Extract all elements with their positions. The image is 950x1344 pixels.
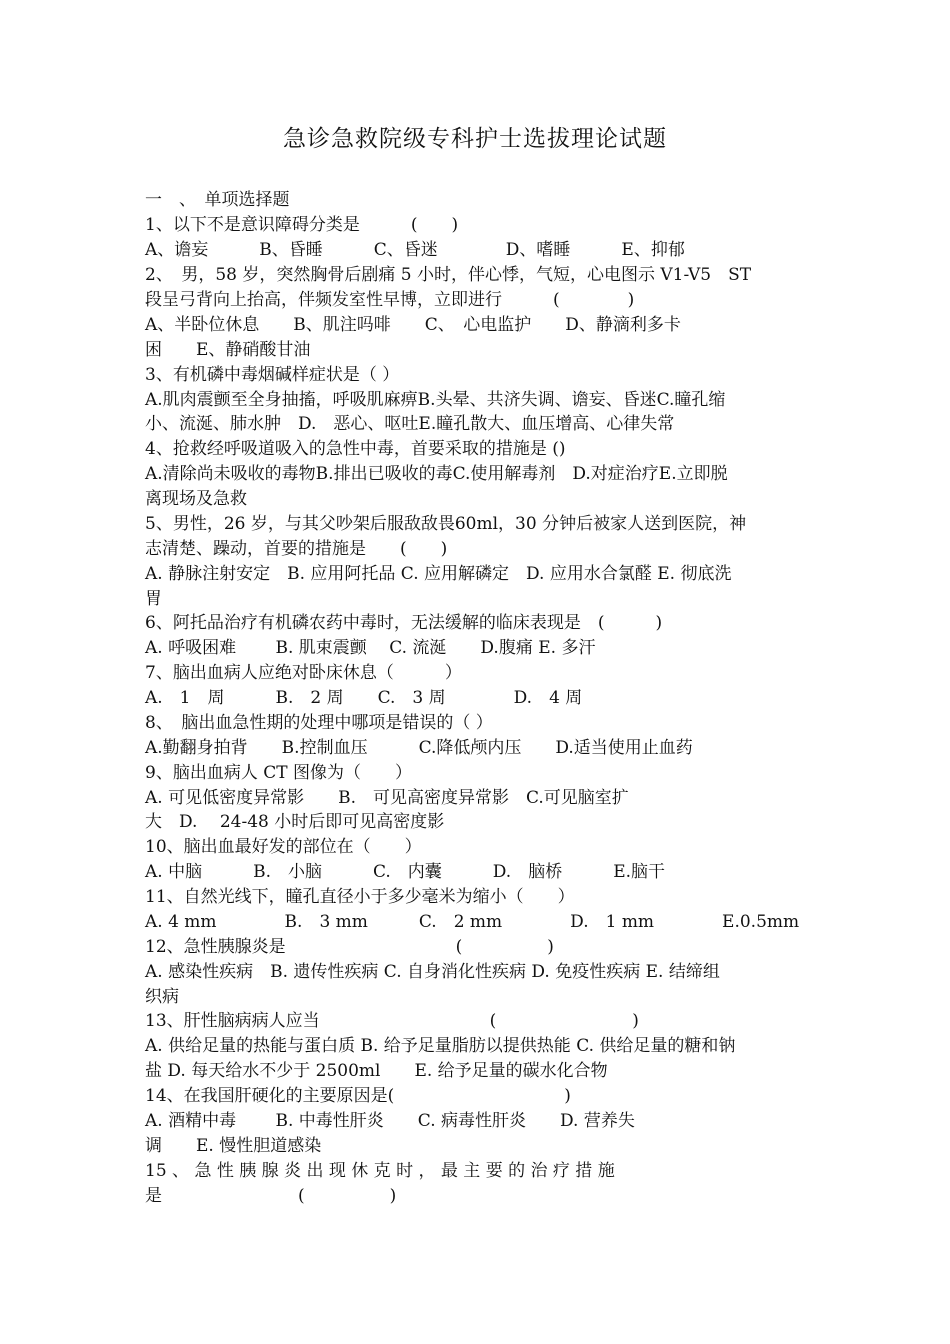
question-line: 15 、 急 性 胰 腺 炎 出 现 休 克 时 ， 最 主 要 的 治 疗 措 施 <box>145 1161 615 1181</box>
question-line: 13、肝性脑病病人应当 ( ) <box>145 1011 639 1031</box>
options-line: A. 酒精中毒 B. 中毒性肝炎 C. 病毒性肝炎 D. 营养失 <box>145 1111 635 1131</box>
options-line: A. 呼吸困难 B. 肌束震颤 C. 流涎 D.腹痛 E. 多汗 <box>145 638 596 658</box>
options-line: A. 感染性疾病 B. 遗传性疾病 C. 自身消化性疾病 D. 免疫性疾病 E. 结缔组 <box>145 962 720 982</box>
options-line: A. 静脉注射安定 B. 应用阿托品 C. 应用解磷定 D. 应用水合氯醛 E. 彻底洗 <box>145 564 732 584</box>
question-line: 5、男性，26 岁，与其父吵架后服敌敌畏60ml，30 分钟后被家人送到医院，神 <box>145 514 747 534</box>
options-line: A、谵妄 B、昏睡 C、昏迷 D、嗜睡 E、抑郁 <box>145 240 685 260</box>
question-line: 9、脑出血病人 CT 图像为（ ） <box>145 763 412 783</box>
options-line: A.清除尚未吸收的毒物B.排出已吸收的毒C.使用解毒剂 D.对症治疗E.立即脱 <box>145 464 728 484</box>
question-line: 12、急性胰腺炎是 ( ) <box>145 937 554 957</box>
question-line: 4、抢救经呼吸道吸入的急性中毒，首要采取的措施是 () <box>145 439 566 459</box>
question-line: 3、有机磷中毒烟碱样症状是（ ） <box>145 365 400 385</box>
question-line: 8、 脑出血急性期的处理中哪项是错误的（ ） <box>145 713 493 733</box>
options-line: 大 D. 24-48 小时后即可见高密度影 <box>145 812 445 832</box>
options-line: 盐 D. 每天给水不少于 2500ml E. 给予足量的碳水化合物 <box>145 1061 608 1081</box>
options-line: 离现场及急救 <box>145 489 247 509</box>
options-line: A. 可见低密度异常影 B. 可见高密度异常影 C.可见脑室扩 <box>145 788 629 808</box>
section-heading: 一 、 单项选择题 <box>145 190 290 210</box>
question-line: 14、在我国肝硬化的主要原因是( ) <box>145 1086 571 1106</box>
options-line: A.肌肉震颤至全身抽搐，呼吸肌麻痹B.头晕、共济失调、谵妄、昏迷C.瞳孔缩 <box>145 390 726 410</box>
options-line: A、半卧位休息 B、肌注吗啡 C、 心电监护 D、静滴利多卡 <box>145 315 681 335</box>
options-line: 困 E、静硝酸甘油 <box>145 340 311 360</box>
options-line: 织病 <box>145 987 179 1007</box>
page-title: 急诊急救院级专科护士选拔理论试题 <box>283 126 667 152</box>
options-line: A. 1 周 B. 2 周 C. 3 周 D. 4 周 <box>145 688 583 708</box>
options-line: A. 4 mm B. 3 mm C. 2 mm D. 1 mm E.0.5mm <box>145 912 800 932</box>
options-line: A. 中脑 B. 小脑 C. 内囊 D. 脑桥 E.脑干 <box>145 862 666 882</box>
question-line: 2、 男，58 岁，突然胸骨后剧痛 5 小时，伴心悸，气短，心电图示 V1-V5 ST <box>145 265 752 285</box>
question-line: 1、以下不是意识障碍分类是 ( ) <box>145 215 459 235</box>
options-line: 调 E. 慢性胆道感染 <box>145 1136 322 1156</box>
question-line: 7、脑出血病人应绝对卧床休息（ ） <box>145 663 462 683</box>
options-line: A. 供给足量的热能与蛋白质 B. 给予足量脂肪以提供热能 C. 供给足量的糖和钠 <box>145 1036 736 1056</box>
question-line: 10、脑出血最好发的部位在（ ） <box>145 837 422 857</box>
question-line: 是 ( ) <box>145 1186 397 1206</box>
options-line: A.勤翻身拍背 B.控制血压 C.降低颅内压 D.适当使用止血药 <box>145 738 693 758</box>
question-line: 6、阿托品治疗有机磷农药中毒时，无法缓解的临床表现是 ( ) <box>145 613 663 633</box>
question-line: 志清楚、躁动，首要的措施是 ( ) <box>145 539 448 559</box>
options-line: 小、流涎、肺水肿 D. 恶心、呕吐E.瞳孔散大、血压增高、心律失常 <box>145 414 675 434</box>
question-line: 段呈弓背向上抬高，伴频发室性早博，立即进行 ( ) <box>145 290 635 310</box>
options-line: 胃 <box>145 589 162 609</box>
question-line: 11、自然光线下，瞳孔直径小于多少毫米为缩小（ ） <box>145 887 575 907</box>
